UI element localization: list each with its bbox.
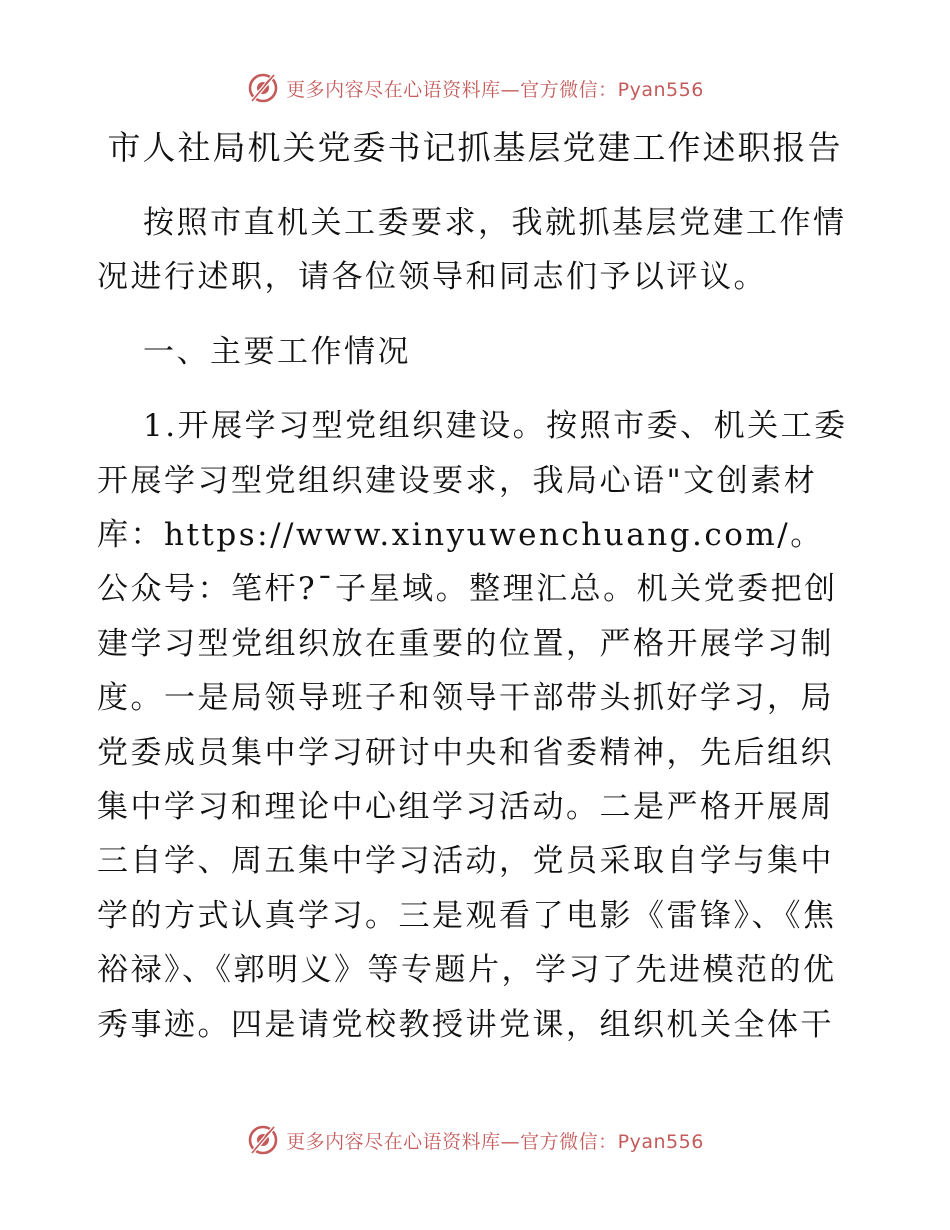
header-watermark xyxy=(246,71,704,105)
document-body xyxy=(97,196,857,1052)
watermark-text: 更多内容尽在心语资料库—官方微信：Pyan556 xyxy=(286,1130,704,1153)
footer-watermark xyxy=(246,1123,704,1157)
header-watermark-banner xyxy=(0,68,950,108)
footer-watermark-banner xyxy=(0,1120,950,1160)
body-paragraph: 1.开展学习型党组织建设。按照市委、机关工委开展学习型党组织建设要求，我局心语"文创素材库：https://www.xinyuwenchuang.com/。公众号：笔杆?¯子星域。整理汇总。机关党委把创建学习型党组织放在重要的位置，严格开展学习制度。一是局领导班子和领导干部带头抓好学习，局党委成员集中学习研讨中央和省委精神，先后组织集中学习和理论中心组学习活动。二是严格开展周三自学、周五集中学习活动，党员采取自学与集中学的方式认真学习。三是观看了电影《雷锋》、《焦裕禄》、《郭明义》等专题片，学习了先进模范的优秀事迹。四是请党校教授讲党课，组织机关全体干 xyxy=(97,408,848,1043)
intro-paragraph: 按照市直机关工委要求，我就抓基层党建工作情况进行述职，请各位领导和同志们予以评议。 xyxy=(97,205,847,296)
section-heading: 一、主要工作情况 xyxy=(143,333,411,370)
quill-circle-logo-icon xyxy=(246,1123,280,1157)
document-title: 市人社局机关党委书记抓基层党建工作述职报告 xyxy=(107,128,843,167)
watermark-text: 更多内容尽在心语资料库—官方微信：Pyan556 xyxy=(286,78,704,101)
quill-circle-logo-icon xyxy=(246,71,280,105)
